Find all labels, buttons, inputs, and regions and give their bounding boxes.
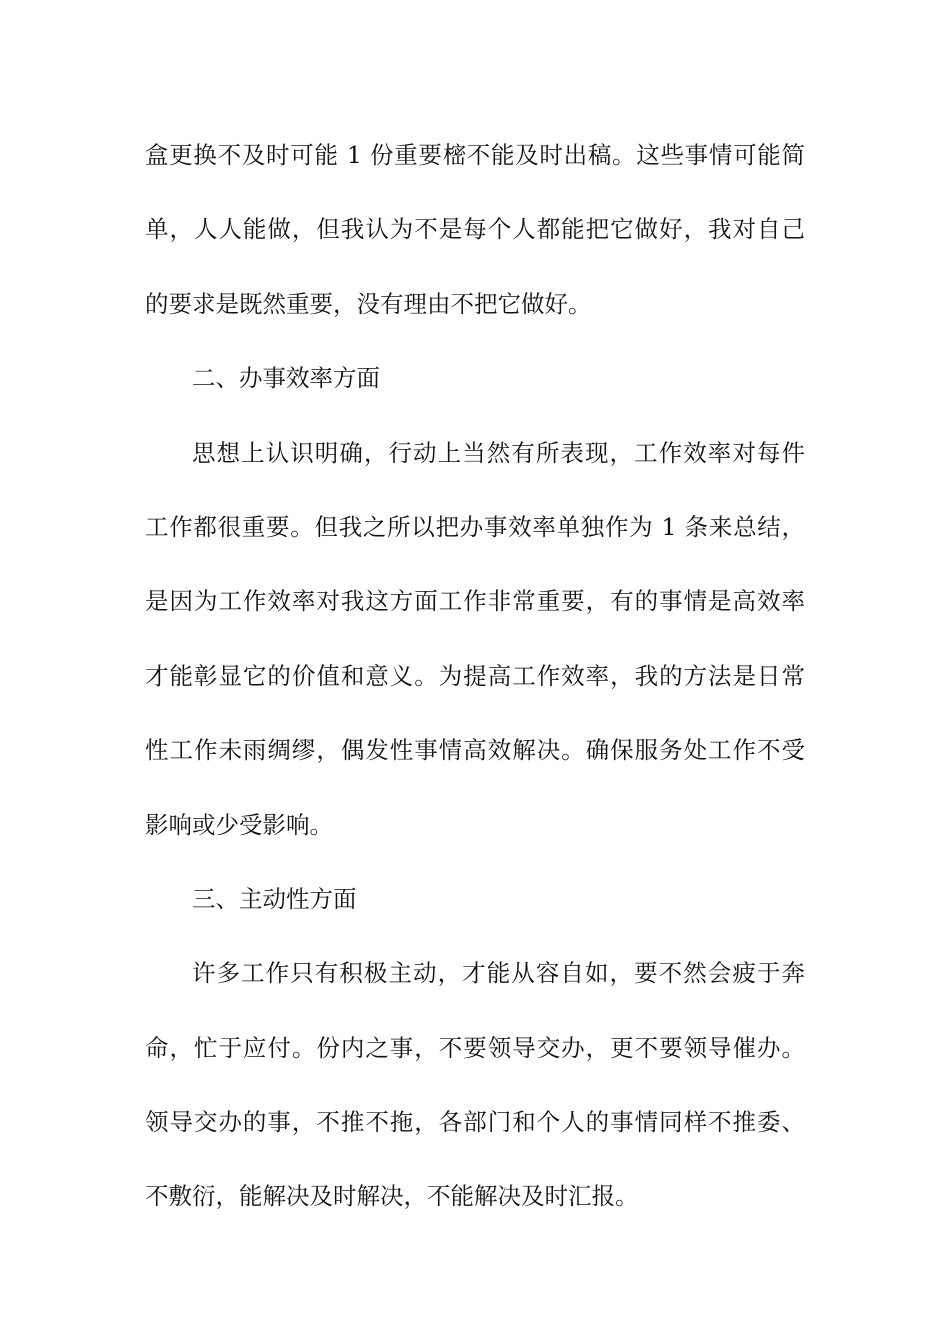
text-line-6: 工作都很重要。但我之所以把办事效率单独作为 1 条来总结，: [145, 512, 805, 541]
text-line-1: 盒更换不及时可能 1 份重要樒不能及时出稿。这些事情可能简: [145, 141, 805, 169]
document-body: [145, 118, 805, 1234]
text-line-8: 才能彰显它的价值和意义。为提高工作效率，我的方法是日常: [145, 661, 805, 690]
text-line-10: 影响或少受影响。: [145, 810, 333, 839]
text-line-14: 领导交办的事，不推不拖，各部门和个人的事情同样不推委、: [145, 1108, 805, 1137]
text-line-3: 的要求是既然重要，没有理由不把它做好。: [145, 289, 592, 318]
text-line-2: 单，人人能做，但我认为不是每个人都能把它做好，我对自己: [145, 215, 805, 244]
text-line-5: 思想上认识明确，行动上当然有所表现，工作效率对每件: [192, 438, 805, 467]
text-line-15: 不敷衍，能解决及时解决，不能解决及时汇报。: [145, 1182, 639, 1211]
text-line-7: 是因为工作效率对我这方面工作非常重要，有的事情是高效率: [145, 587, 805, 616]
section-heading-efficiency: 二、办事效率方面: [192, 364, 380, 393]
text-line-9: 性工作未雨绸缪，偶发性事情高效解决。确保服务处工作不受: [145, 736, 805, 765]
text-line-13: 命，忙于应付。份内之事，不要领导交办，更不要领导催办。: [145, 1033, 805, 1062]
section-heading-initiative: 三、主动性方面: [192, 884, 357, 913]
text-line-12: 许多工作只有积极主动，才能从容自如，要不然会疲于奔: [192, 959, 805, 988]
